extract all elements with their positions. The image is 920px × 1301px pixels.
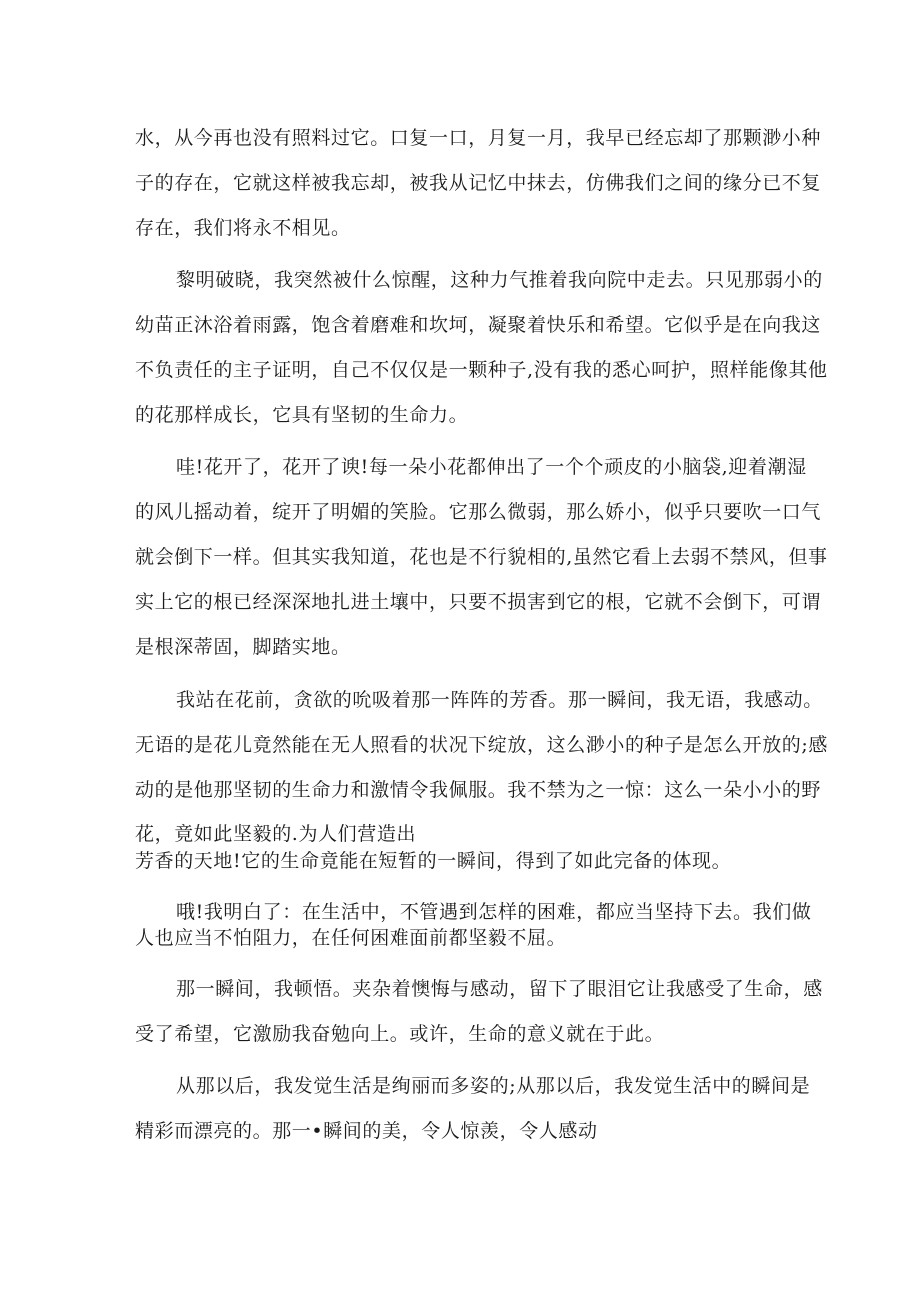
paragraph-7-line-2: 精彩而漂亮的。那一•瞬间的美，令人惊羡，令人感动 [135, 1120, 598, 1142]
paragraph-3-line-5: 是根深蒂固，脚踏实地。 [135, 636, 351, 658]
paragraph-4-line-4: 花，竟如此坚毅的.为人们营造出 [135, 823, 417, 845]
paragraph-4-line-5: 芳香的天地!它的生命竟能在短暂的一瞬间，得到了如此完备的体现。 [135, 850, 732, 872]
paragraph-5-line-2: 人也应当不怕阻力，在任何困难面前都坚毅不屈。 [135, 927, 567, 949]
paragraph-1-line-1: 水，从今再也没有照料过它。口复一口，月复一月，我早已经忘却了那颗渺小种 [135, 127, 822, 149]
paragraph-7-line-1: 从那以后，我发觉生活是绚丽而多姿的;从那以后，我发觉生活中的瞬间是 [176, 1075, 811, 1097]
paragraph-6-line-1: 那一瞬间，我顿悟。夹杂着懊悔与感动，留下了眼泪它让我感受了生命，感 [176, 978, 823, 1000]
paragraph-1-line-2: 子的存在，它就这样被我忘却，被我从记忆中抹去，仿佛我们之间的缘分已不复 [135, 172, 822, 194]
paragraph-2-line-3: 不负责任的主子证明，自己不仅仅是一颗种子,没有我的悉心呵护，照样能像其他 [135, 359, 828, 381]
paragraph-3-line-3: 就会倒下一样。但其实我知道，花也是不行貌相的,虽然它看上去弱不禁风，但事 [135, 546, 828, 568]
paragraph-4-line-2: 无语的是花儿竟然能在无人照看的状况下绽放，这么渺小的种子是怎么开放的;感 [135, 734, 829, 756]
paragraph-2-line-2: 幼苗正沐浴着雨露，饱含着磨难和坎坷，凝聚着快乐和希望。它似乎是在向我这 [135, 314, 822, 336]
paragraph-2-line-1: 黎明破晓，我突然被什么惊醒，这种力气推着我向院中走去。只见那弱小的 [176, 269, 823, 291]
paragraph-3-line-1: 哇!花开了，花开了谀!每一朵小花都伸出了一个个顽皮的小脑袋,迎着潮湿 [176, 456, 807, 478]
paragraph-3-line-2: 的风儿摇动着，绽开了明媚的笑脸。它那么微弱，那么娇小，似乎只要吹一口气 [135, 501, 822, 523]
paragraph-4-line-1: 我站在花前，贪欲的吮吸着那一阵阵的芳香。那一瞬间，我无语，我感动。 [176, 689, 823, 711]
paragraph-3-line-4: 实上它的根已经深深地扎进土壤中，只要不损害到它的根，它就不会倒下，可谓 [135, 591, 822, 613]
paragraph-4-line-3: 动的是他那坚韧的生命力和激情令我佩服。我不禁为之一惊：这么一朵小小的野 [135, 779, 822, 801]
paragraph-5-line-1: 哦!我明白了：在生活中，不管遇到怎样的困难，都应当坚持下去。我们做 [176, 901, 812, 923]
paragraph-6-line-2: 受了希望，它激励我奋勉向上。或许，生命的意义就在于此。 [135, 1023, 665, 1045]
paragraph-2-line-4: 的花那样成长，它具有坚韧的生命力。 [135, 404, 469, 426]
paragraph-1-line-3: 存在，我们将永不相见。 [135, 217, 351, 239]
